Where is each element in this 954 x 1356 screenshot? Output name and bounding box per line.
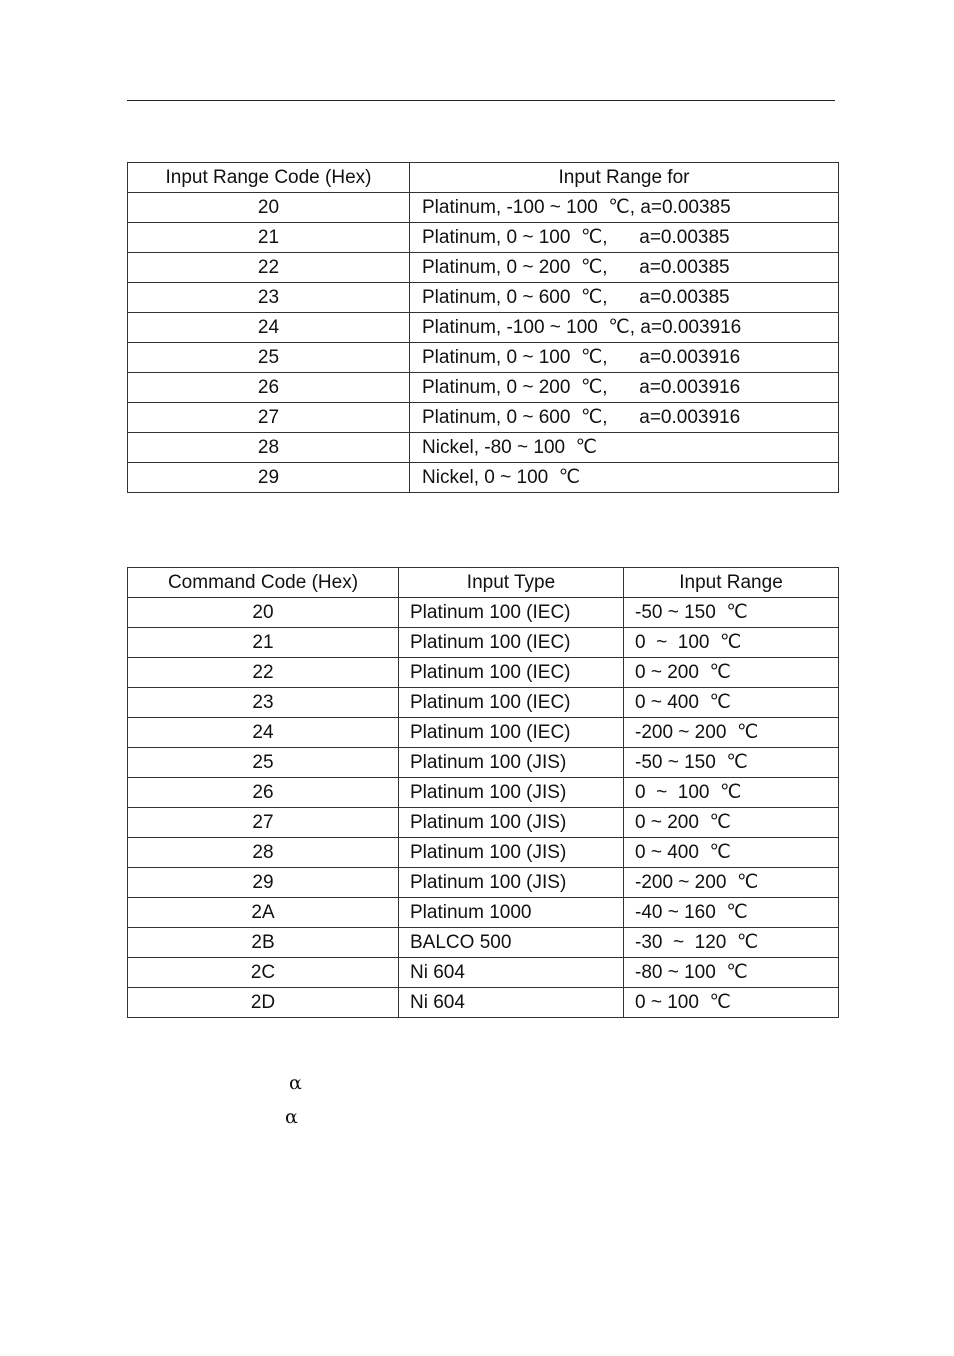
table-row: [128, 223, 839, 253]
input-range-cell: 0 ~ 200 ℃: [624, 658, 839, 688]
input-range-cell: -200 ~ 200 ℃: [624, 868, 839, 898]
table-row: [128, 313, 839, 343]
table-row: [128, 718, 839, 748]
input-type-cell: Platinum 100 (JIS): [399, 748, 624, 778]
range-cell: Platinum, 0 ~ 100 ℃, a=0.00385: [410, 223, 839, 253]
command-code-cell: 23: [128, 688, 399, 718]
range-cell: Platinum, 0 ~ 600 ℃, a=0.003916: [410, 403, 839, 433]
code-cell: 22: [128, 253, 410, 283]
table-row: [128, 748, 839, 778]
command-code-cell: 27: [128, 808, 399, 838]
table-row: [128, 343, 839, 373]
input-type-cell: Platinum 100 (IEC): [399, 718, 624, 748]
input-type-cell: Platinum 100 (IEC): [399, 628, 624, 658]
input-range-cell: -50 ~ 150 ℃: [624, 598, 839, 628]
table-row: [128, 688, 839, 718]
alpha-symbol: α: [289, 1072, 302, 1094]
alpha-symbol: α: [285, 1106, 298, 1128]
input-type-cell: Platinum 100 (JIS): [399, 838, 624, 868]
command-code-cell: 2A: [128, 898, 399, 928]
input-range-cell: 0 ~ 100 ℃: [624, 988, 839, 1018]
input-type-cell: Platinum 100 (JIS): [399, 808, 624, 838]
table-row: [128, 778, 839, 808]
table-row: [128, 658, 839, 688]
table-header-row: [128, 568, 839, 598]
range-cell: Nickel, 0 ~ 100 ℃: [410, 463, 839, 493]
input-type-cell: Platinum 100 (JIS): [399, 778, 624, 808]
table-header-row: [128, 163, 839, 193]
input-type-cell: Platinum 100 (IEC): [399, 598, 624, 628]
input-range-cell: -200 ~ 200 ℃: [624, 718, 839, 748]
range-cell: Platinum, 0 ~ 600 ℃, a=0.00385: [410, 283, 839, 313]
input-range-cell: -50 ~ 150 ℃: [624, 748, 839, 778]
table-row: [128, 958, 839, 988]
command-code-cell: 2D: [128, 988, 399, 1018]
input-range-cell: 0 ~ 400 ℃: [624, 688, 839, 718]
input-range-cell: 0 ~ 200 ℃: [624, 808, 839, 838]
range-cell: Platinum, 0 ~ 200 ℃, a=0.003916: [410, 373, 839, 403]
table-row: [128, 808, 839, 838]
table-row: [128, 463, 839, 493]
table-row: [128, 253, 839, 283]
command-code-table: [127, 567, 839, 1018]
input-type-cell: Ni 604: [399, 958, 624, 988]
column-header-command-code: Command Code (Hex): [128, 568, 399, 598]
code-cell: 23: [128, 283, 410, 313]
range-cell: Platinum, 0 ~ 200 ℃, a=0.00385: [410, 253, 839, 283]
table-row: [128, 598, 839, 628]
table-row: [128, 928, 839, 958]
input-range-cell: 0 ~ 100 ℃: [624, 778, 839, 808]
input-type-cell: Platinum 100 (IEC): [399, 688, 624, 718]
table-row: [128, 868, 839, 898]
input-range-table: [127, 162, 839, 493]
code-cell: 24: [128, 313, 410, 343]
code-cell: 27: [128, 403, 410, 433]
input-type-cell: Platinum 1000: [399, 898, 624, 928]
table-row: [128, 283, 839, 313]
column-header-code: Input Range Code (Hex): [128, 163, 410, 193]
input-type-cell: BALCO 500: [399, 928, 624, 958]
code-cell: 20: [128, 193, 410, 223]
table-row: [128, 433, 839, 463]
table-row: [128, 838, 839, 868]
column-header-input-type: Input Type: [399, 568, 624, 598]
code-cell: 29: [128, 463, 410, 493]
table-row: [128, 193, 839, 223]
input-range-cell: 0 ~ 400 ℃: [624, 838, 839, 868]
table-row: [128, 628, 839, 658]
code-cell: 25: [128, 343, 410, 373]
input-range-cell: 0 ~ 100 ℃: [624, 628, 839, 658]
command-code-cell: 2B: [128, 928, 399, 958]
range-cell: Nickel, -80 ~ 100 ℃: [410, 433, 839, 463]
table-row: [128, 988, 839, 1018]
code-cell: 28: [128, 433, 410, 463]
input-type-cell: Platinum 100 (JIS): [399, 868, 624, 898]
command-code-cell: 24: [128, 718, 399, 748]
code-cell: 21: [128, 223, 410, 253]
input-type-cell: Ni 604: [399, 988, 624, 1018]
command-code-cell: 2C: [128, 958, 399, 988]
command-code-cell: 22: [128, 658, 399, 688]
range-cell: Platinum, -100 ~ 100 ℃, a=0.003916: [410, 313, 839, 343]
input-type-cell: Platinum 100 (IEC): [399, 658, 624, 688]
column-header-range: Input Range for: [410, 163, 839, 193]
input-range-cell: -30 ~ 120 ℃: [624, 928, 839, 958]
header-rule: [127, 100, 835, 101]
command-code-cell: 26: [128, 778, 399, 808]
command-code-cell: 29: [128, 868, 399, 898]
input-range-cell: -80 ~ 100 ℃: [624, 958, 839, 988]
table-row: [128, 898, 839, 928]
code-cell: 26: [128, 373, 410, 403]
table-row: [128, 373, 839, 403]
command-code-cell: 25: [128, 748, 399, 778]
command-code-cell: 20: [128, 598, 399, 628]
command-code-cell: 28: [128, 838, 399, 868]
input-range-cell: -40 ~ 160 ℃: [624, 898, 839, 928]
table-row: [128, 403, 839, 433]
range-cell: Platinum, -100 ~ 100 ℃, a=0.00385: [410, 193, 839, 223]
range-cell: Platinum, 0 ~ 100 ℃, a=0.003916: [410, 343, 839, 373]
column-header-input-range: Input Range: [624, 568, 839, 598]
command-code-cell: 21: [128, 628, 399, 658]
